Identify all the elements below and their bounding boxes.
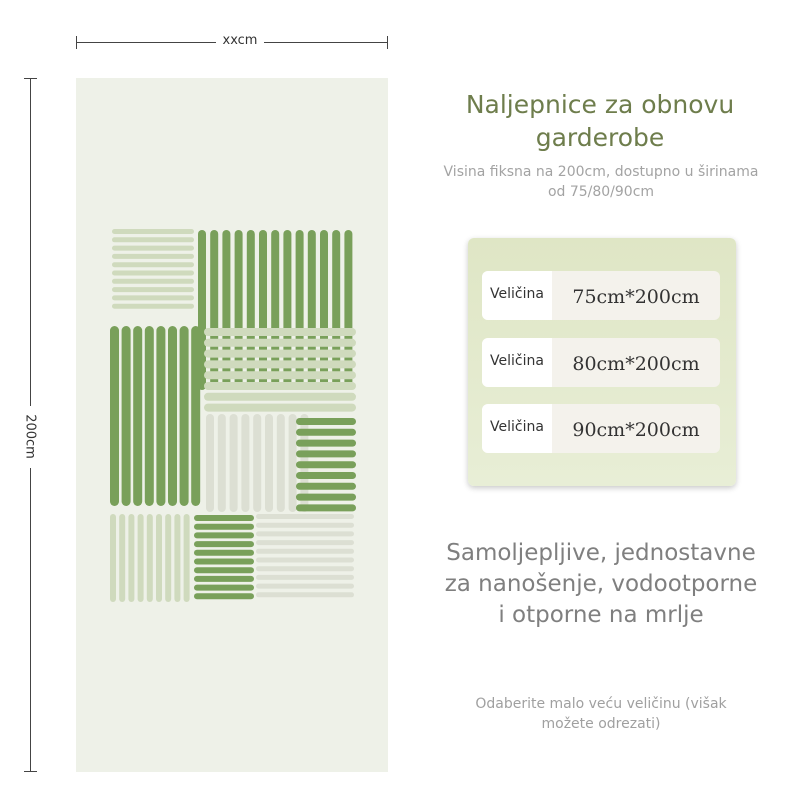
decorative-stripe xyxy=(204,339,356,347)
product-subtitle xyxy=(420,162,782,202)
decorative-stripe xyxy=(265,414,273,512)
decorative-stripe xyxy=(277,414,285,512)
decorative-stripe xyxy=(256,584,354,589)
size-option-label: Veličina xyxy=(482,338,552,387)
decorative-stripe xyxy=(194,550,254,556)
dimension-line xyxy=(76,42,216,43)
title-line: garderobe xyxy=(535,123,665,152)
decorative-stripe xyxy=(168,326,177,506)
decorative-stripe xyxy=(128,514,134,602)
decorative-stripe xyxy=(110,326,119,506)
dimension-line xyxy=(30,468,31,772)
decorative-stripe xyxy=(133,326,142,506)
decorative-stripe xyxy=(110,514,116,602)
dimension-cap xyxy=(76,36,77,49)
decorative-stripe xyxy=(256,558,354,563)
size-option-80[interactable] xyxy=(482,338,720,387)
title-line: Naljepnice za obnovu xyxy=(465,90,735,119)
decorative-stripe xyxy=(253,414,261,512)
decorative-stripe xyxy=(112,229,194,234)
decorative-stripe xyxy=(204,328,356,336)
decorative-stripe xyxy=(112,287,194,292)
decorative-stripe xyxy=(204,393,356,401)
decorative-stripe xyxy=(296,429,356,436)
decorative-stripe xyxy=(112,237,194,242)
decorative-stripe xyxy=(256,549,354,554)
decorative-stripe xyxy=(184,514,190,602)
decorative-stripe xyxy=(147,514,153,602)
decorative-stripe xyxy=(112,304,194,309)
subtitle-line: Visina fiksna na 200cm, dostupno u širinama xyxy=(443,164,759,180)
decorative-stripe xyxy=(191,326,200,506)
decorative-stripe xyxy=(296,450,356,457)
decorative-stripe xyxy=(218,414,226,512)
decorative-stripe xyxy=(256,540,354,545)
decorative-stripe xyxy=(145,326,154,506)
feature-line: Samoljepljive, jednostavne xyxy=(446,540,756,566)
dimension-cap xyxy=(387,36,388,49)
decorative-stripe xyxy=(122,326,131,506)
decorative-stripe xyxy=(112,279,194,284)
decorative-stripe xyxy=(204,382,356,390)
size-option-value: 90cm*200cm xyxy=(572,419,700,441)
decorative-stripe xyxy=(296,483,356,490)
decorative-stripe xyxy=(194,541,254,547)
decorative-stripe xyxy=(194,532,254,538)
decorative-stripe xyxy=(194,576,254,582)
decorative-stripe xyxy=(204,350,356,358)
decorative-stripe xyxy=(296,418,356,425)
decorative-stripe xyxy=(194,524,254,530)
decorative-stripe xyxy=(112,246,194,251)
decorative-stripe xyxy=(204,404,356,412)
decorative-stripe xyxy=(296,461,356,468)
dimension-cap xyxy=(24,771,37,772)
decorative-stripe xyxy=(156,326,165,506)
size-option-label: Veličina xyxy=(482,271,552,320)
dimension-cap xyxy=(24,78,37,79)
decorative-stripe xyxy=(112,295,194,300)
decorative-stripe xyxy=(204,360,356,368)
width-label: xxcm xyxy=(222,33,258,48)
decorative-stripe xyxy=(256,531,354,536)
decorative-stripe xyxy=(256,566,354,571)
note-line: Odaberite malo veću veličinu (višak xyxy=(475,696,727,712)
sizing-advice-note xyxy=(420,694,782,734)
decorative-stripe xyxy=(174,514,180,602)
decorative-stripe xyxy=(156,514,162,602)
decorative-stripe xyxy=(289,414,297,512)
decorative-stripe xyxy=(296,440,356,447)
size-option-label: Veličina xyxy=(482,404,552,453)
feature-description xyxy=(420,538,782,631)
feature-line: za nanošenje, vodootporne xyxy=(444,571,758,597)
dimension-line xyxy=(30,78,31,406)
size-option-75[interactable] xyxy=(482,271,720,320)
decorative-stripe xyxy=(296,494,356,501)
decorative-stripe xyxy=(112,262,194,267)
decorative-stripe xyxy=(194,567,254,573)
decorative-stripe xyxy=(194,515,254,521)
decorative-stripe xyxy=(256,592,354,597)
dimension-line xyxy=(264,42,388,43)
feature-line: i otporne na mrlje xyxy=(498,602,704,628)
size-options-card xyxy=(468,238,736,486)
decorative-stripe xyxy=(194,585,254,591)
decorative-stripe xyxy=(194,593,254,599)
decorative-stripe xyxy=(165,514,171,602)
product-title xyxy=(420,88,780,154)
decorative-stripe xyxy=(256,575,354,580)
decorative-stripe xyxy=(206,414,214,512)
decorative-stripe xyxy=(119,514,125,602)
size-option-value: 80cm*200cm xyxy=(572,353,700,375)
stripe-pattern-artwork xyxy=(76,78,388,772)
height-label: 200cm xyxy=(22,414,38,459)
decorative-stripe xyxy=(180,326,189,506)
size-option-90[interactable] xyxy=(482,404,720,453)
decorative-stripe xyxy=(194,559,254,565)
size-option-value: 75cm*200cm xyxy=(572,286,700,308)
decorative-stripe xyxy=(256,523,354,528)
note-line: možete odrezati) xyxy=(541,716,661,732)
decorative-stripe xyxy=(230,414,238,512)
wardrobe-sticker-preview xyxy=(76,78,388,772)
decorative-stripe xyxy=(241,414,249,512)
decorative-stripe xyxy=(296,504,356,511)
decorative-stripe xyxy=(112,254,194,259)
subtitle-line: od 75/80/90cm xyxy=(547,184,655,200)
decorative-stripe xyxy=(256,514,354,519)
decorative-stripe xyxy=(138,514,144,602)
decorative-stripe xyxy=(204,371,356,379)
decorative-stripe xyxy=(296,472,356,479)
decorative-stripe xyxy=(112,271,194,276)
